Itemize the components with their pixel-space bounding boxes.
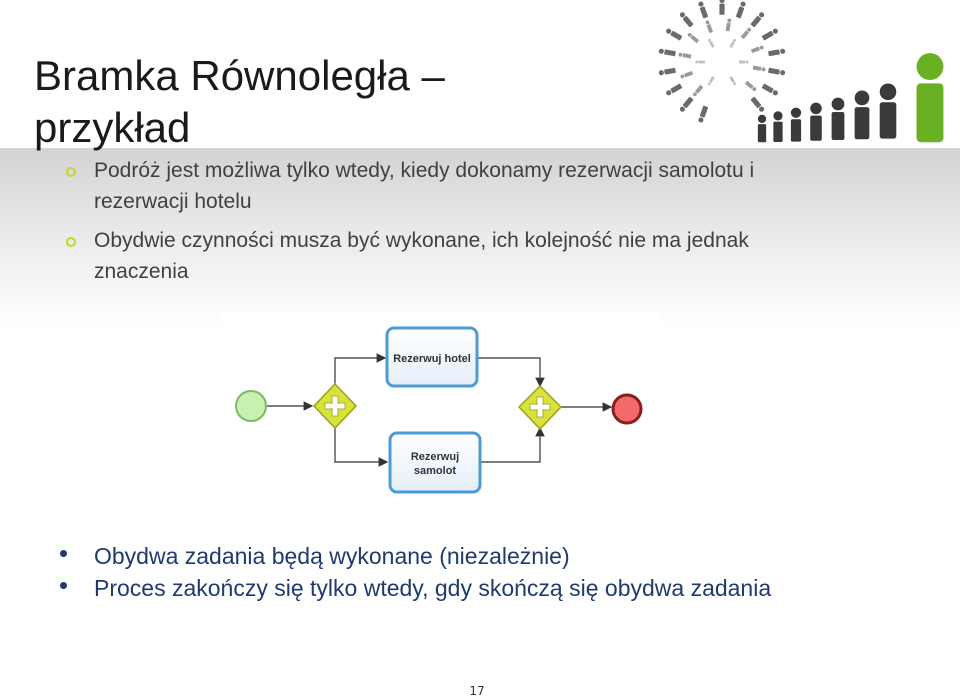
task-reserve-plane — [390, 433, 480, 492]
task-hotel-label: Rezerwuj hotel — [393, 353, 471, 365]
task-plane-label-2: samolot — [413, 465, 457, 477]
list-item — [60, 225, 840, 287]
ring-bullet-icon — [66, 167, 76, 177]
bullet-text: Podróż jest możliwa tylko wtedy, kiedy dokonamy rezerwacji samolotu i rezerwacji hotelu — [94, 159, 755, 213]
task-plane-label-1: Rezerwuj — [410, 451, 460, 463]
page-number: 17 — [469, 684, 485, 698]
people-circle-logo-icon — [612, 0, 960, 150]
title-line-1: Bramka Równoległa – — [34, 52, 445, 100]
start-event-icon — [236, 391, 266, 421]
page-title — [34, 50, 594, 154]
bullet-list-bottom — [56, 540, 836, 604]
ring-bullet-icon — [66, 237, 76, 247]
bullet-text: Obydwie czynności musza być wykonane, ich kolejność nie ma jednak znaczenia — [94, 229, 749, 283]
list-item — [56, 572, 836, 604]
bullet-text: Obydwa zadania będą wykonane (niezależnie) — [94, 543, 570, 569]
bullet-list-top — [60, 155, 840, 295]
title-line-2: przykład — [34, 104, 191, 152]
bpmn-parallel-gateway-diagram — [222, 312, 662, 502]
dot-bullet-icon — [60, 550, 67, 557]
list-item — [56, 540, 836, 572]
dot-bullet-icon — [60, 582, 67, 589]
end-event-icon — [613, 395, 641, 423]
task-reserve-hotel — [387, 328, 477, 386]
bullet-text: Proces zakończy się tylko wtedy, gdy skończą się obydwa zadania — [94, 575, 772, 601]
list-item — [60, 155, 840, 217]
